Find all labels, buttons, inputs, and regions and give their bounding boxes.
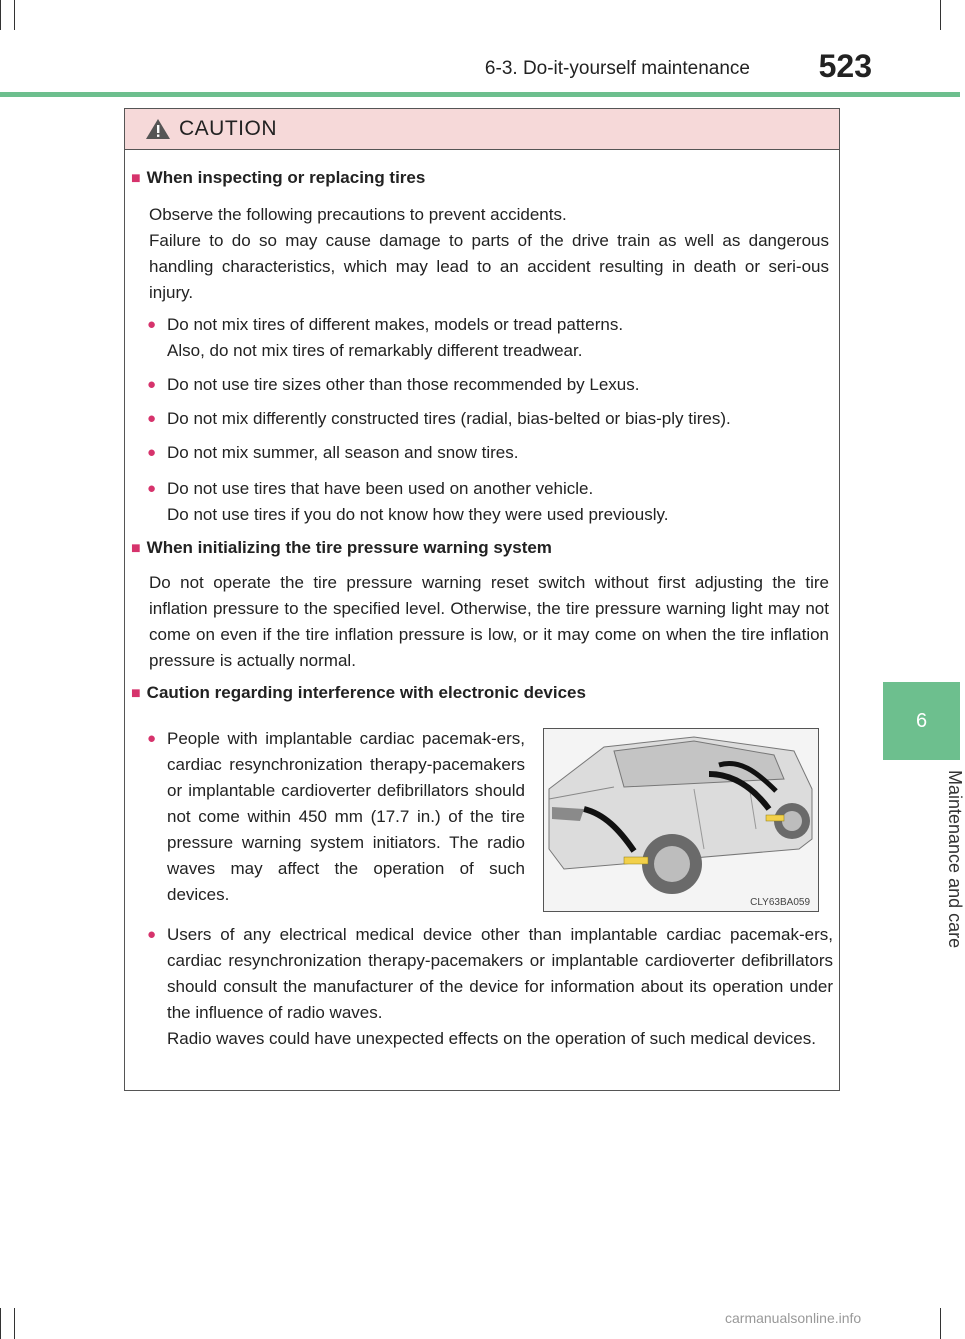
header-rule [0, 92, 960, 97]
bullet-dot-icon: ● [147, 376, 157, 393]
section-heading: ■ Caution regarding interference with electronic devices [131, 683, 586, 702]
section-title: 6-3. Do-it-yourself maintenance [484, 58, 750, 79]
bullet-dot-icon: ● [147, 480, 157, 497]
caution-title: CAUTION [179, 117, 277, 140]
caution-header [125, 109, 839, 150]
section-intro: Observe the following precautions to prevent accidents. Failure to do so may cause damage to parts of the drive train as well as dangerous handling characteristics, which may lead to an accident resulting in death or seri-ous injury. [149, 205, 829, 302]
list-item: ● Do not mix summer, all season and snow tires. [147, 440, 827, 466]
crop-mark [0, 0, 1, 30]
chapter-label: Maintenance and care [945, 770, 965, 949]
list-item: ● Users of any electrical medical device other than implantable cardiac pacemak-ers, cardiac resynchronization therapy-pacemakers or implantable cardioverter defibrillators should consult the manufacturer of the device for information about its operation under the influence of radio waves. Radio waves could have unexpected effects on the operation of such medical devices. [147, 922, 833, 1052]
section-intro: Do not operate the tire pressure warning reset switch without first adjusting the tire inflation pressure to the specified level. Otherwise, the tire pressure warning light may not come on even if the tire inflation pressure is low, or it may come on when the tire inflation pressure is actually normal. [149, 573, 829, 670]
chapter-number: 6 [915, 709, 928, 732]
chapter-tab [883, 682, 960, 760]
caution-box [124, 108, 840, 1091]
figure-code: CLY63BA059 [750, 897, 810, 908]
bullet-dot-icon: ● [147, 316, 157, 333]
crop-mark [14, 0, 15, 30]
section-heading: ■ When inspecting or replacing tires [131, 168, 426, 187]
car-sensor-illustration [544, 729, 818, 911]
page-number: 523 [818, 48, 872, 84]
crop-mark [940, 1308, 941, 1339]
list-item: ● Do not mix tires of different makes, models or tread patterns. Also, do not mix tires of remarkably different treadwear. [147, 312, 827, 364]
warning-triangle-icon [145, 118, 171, 140]
list-item: ● People with implantable cardiac pacemak-ers, cardiac resynchronization therapy-pacemakers or implantable cardioverter defibrillators should not come within 450 mm (17.7 in.) of the tire pressure warning system initiators. The radio waves may affect the operation of such devices. [147, 726, 525, 908]
section-heading: ■ When initializing the tire pressure warning system [131, 538, 552, 557]
square-bullet-icon: ■ [131, 170, 141, 187]
crop-mark [940, 0, 941, 30]
list-item: ● Do not use tires that have been used on another vehicle. Do not use tires if you do not know how they were used previously. [147, 476, 827, 528]
square-bullet-icon: ■ [131, 685, 141, 702]
bullet-dot-icon: ● [147, 410, 157, 427]
car-figure [543, 728, 819, 912]
watermark: carmanualsonline.info [725, 1310, 862, 1326]
crop-mark [14, 1308, 15, 1339]
list-item: ● Do not mix differently constructed tires (radial, bias-belted or bias-ply tires). [147, 406, 827, 432]
list-item: ● Do not use tire sizes other than those recommended by Lexus. [147, 372, 827, 398]
bullet-dot-icon: ● [147, 926, 157, 943]
bullet-dot-icon: ● [147, 730, 157, 747]
crop-mark [0, 1308, 1, 1339]
bullet-dot-icon: ● [147, 444, 157, 461]
square-bullet-icon: ■ [131, 540, 141, 557]
